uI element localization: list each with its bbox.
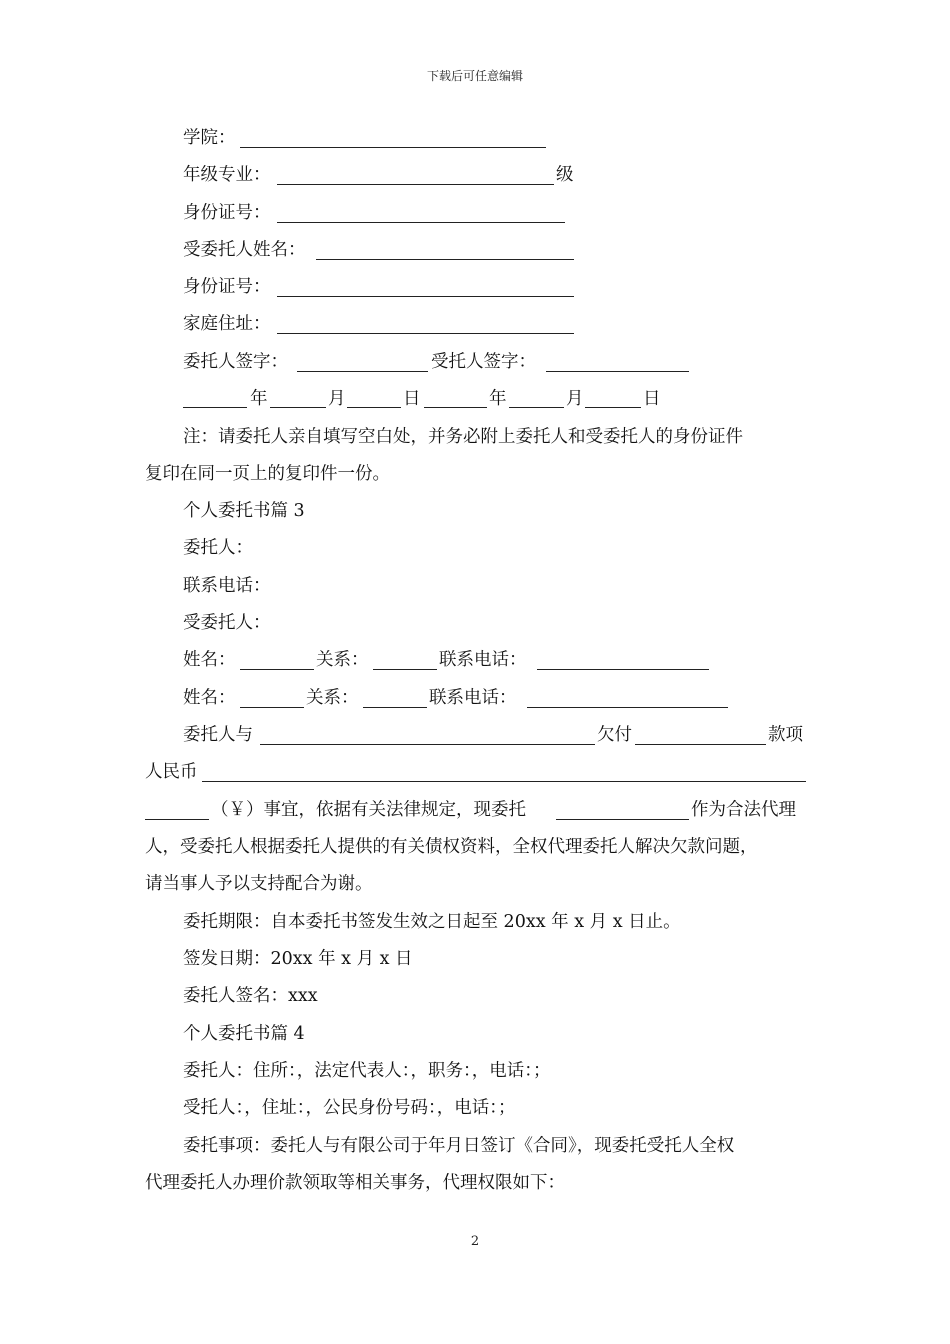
date2-day: 日 (643, 389, 661, 409)
agent2-relation-label: 关系： (306, 688, 359, 708)
agent-name-blank (316, 259, 574, 260)
agent2-phone-label: 联系电话： (429, 688, 517, 708)
principal-signature-label: 委托人签字： (183, 352, 288, 372)
date1-year: 年 (250, 389, 268, 409)
entrusted-matters-line-1: 委托事项：委托人与有限公司于年月日签订《合同》，现委托受托人全权 (183, 1136, 735, 1156)
id-number-blank (277, 222, 565, 223)
rmb-label: 人民币 (145, 762, 198, 782)
agent1-phone-label: 联系电话： (439, 650, 527, 670)
agent-label: 受委托人： (183, 613, 271, 633)
owed-item-blank (635, 744, 766, 745)
contact-phone-label: 联系电话： (183, 576, 271, 596)
yen-amount-blank (145, 819, 209, 820)
date2-month: 月 (566, 389, 584, 409)
agent1-name-blank (240, 669, 314, 670)
rmb-amount-blank (202, 781, 806, 782)
date2-day-blank (585, 407, 641, 408)
date1-day: 日 (403, 389, 421, 409)
home-address-label: 家庭住址： (183, 314, 271, 334)
agent-name-label: 受委托人姓名： (183, 240, 306, 260)
legal-agent-text: 作为合法代理 (691, 800, 796, 820)
principal-label: 委托人： (183, 538, 253, 558)
owes-text: 欠付 (597, 725, 632, 745)
date1-day-blank (347, 407, 401, 408)
college-blank (240, 147, 546, 148)
section-title-3: 个人委托书篇 3 (183, 501, 305, 521)
grade-major-label: 年级专业： (183, 165, 271, 185)
appointee-blank (556, 819, 689, 820)
date1-month: 月 (328, 389, 346, 409)
grade-suffix: 级 (556, 165, 574, 185)
principal-sign-line: 委托人签名：xxx (183, 986, 318, 1006)
payment-text: 款项 (768, 725, 803, 745)
agent1-name-label: 姓名： (183, 650, 236, 670)
agent2-relation-blank (363, 707, 427, 708)
principal-info-line: 委托人：住所：，法定代表人：，职务：，电话：； (183, 1061, 551, 1081)
grade-major-blank (277, 184, 554, 185)
support-line: 请当事人予以支持配合为谢。 (145, 874, 373, 894)
home-address-blank (277, 333, 574, 334)
agent-signature-label: 受托人签字： (431, 352, 536, 372)
agent2-phone-blank (527, 707, 728, 708)
issue-date-line: 签发日期：20xx 年 x 月 x 日 (183, 949, 413, 969)
agent1-phone-blank (537, 669, 709, 670)
id-number-label: 身份证号： (183, 203, 271, 223)
college-label: 学院： (183, 128, 236, 148)
debt-clause-start: 委托人与 (183, 725, 253, 745)
matter-clause: （￥）事宜，依据有关法律规定，现委托 (211, 800, 526, 820)
term-line: 委托期限：自本委托书签发生效之日起至 20xx 年 x 月 x 日止。 (183, 912, 681, 932)
principal-signature-blank (297, 371, 428, 372)
page-number: 2 (470, 1234, 480, 1249)
section-title-4: 个人委托书篇 4 (183, 1024, 305, 1044)
note-line-2: 复印在同一页上的复印件一份。 (145, 464, 390, 484)
entrusted-matters-line-2: 代理委托人办理价款领取等相关事务，代理权限如下： (145, 1173, 565, 1193)
date1-year-blank (183, 407, 247, 408)
debtor-blank (260, 744, 595, 745)
date1-month-blank (270, 407, 326, 408)
agent-id-label: 身份证号： (183, 277, 271, 297)
agent2-name-label: 姓名： (183, 688, 236, 708)
page-header: 下载后可任意编辑 (426, 69, 523, 83)
agent-info-line: 受托人：，住址：，公民身份号码：，电话：； (183, 1098, 516, 1118)
date2-year: 年 (489, 389, 507, 409)
agent2-name-blank (240, 707, 304, 708)
agent1-relation-blank (373, 669, 437, 670)
authority-line: 人，受委托人根据委托人提供的有关债权资料，全权代理委托人解决欠款问题， (145, 837, 758, 857)
agent1-relation-label: 关系： (316, 650, 369, 670)
date2-month-blank (509, 407, 564, 408)
agent-id-blank (277, 296, 574, 297)
agent-signature-blank (546, 371, 689, 372)
note-line-1: 注：请委托人亲自填写空白处，并务必附上委托人和受委托人的身份证件 (183, 427, 743, 447)
date2-year-blank (424, 407, 487, 408)
